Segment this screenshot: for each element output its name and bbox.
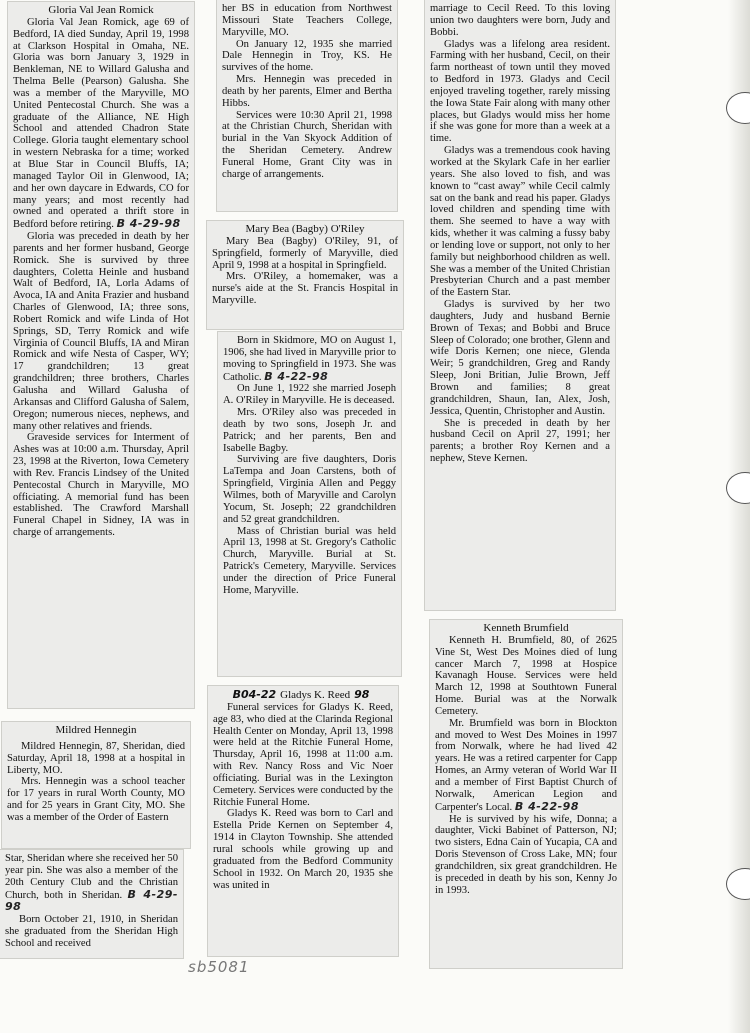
- obituary-title: Kenneth Brumfield: [483, 622, 569, 634]
- clipping-reed-continued: [425, 0, 615, 610]
- obituary-paragraph: Mr. Brumfield was born in Blockton and moved to West Des Moines in 1997 from Norwalk, where he had lived 42 years. He was a retired carpenter for Capp Homes, an Army veteran of World War II and a member of First Baptist Church of Norwalk, American Legion and Carpenter's Local. B 4-22-98: [435, 717, 617, 813]
- obituary-paragraph: Gloria was preceded in death by her parents and her former husband, George Romick. She is survived by three daughters, Coletta Heinle and husband Walt of Bedford, IA, Lorla Adams of Avoca, IA and Anita Frazier and husband Charles of Glenwood, IA; three sons, Robert Romick and wife Linda of Hot Springs, SD, Terry Romick and wife Virginia of Council Bluffs, IA and Miran Romick and wife Nesta of Casper, WY; 17 grandchildren; 13 great grandchildren; three brothers, Charles Galusha and Willard Galusha of Arkansas and Clifford Galusha of Salem, Oregon; numerous nieces, nephews, and many other relatives and friends.: [13, 231, 189, 432]
- obituary-paragraph: Gladys was a tremendous cook having worked at the Skylark Cafe in her earlier years. She also loved to fish, and was known to “cast away” while Cecil calmly sat on the bank and read his paper. Gladys loved children and spending time with them. She seemed to have a way with kids, whether it was calming a fussy baby or lending love or support, not only to her family but neighborhood children as well. She was a member of the United Christian Presbyterian Church and a past member of the Eastern Star.: [430, 145, 610, 299]
- obituary-paragraph: Surviving are five daughters, Doris LaTempa and Joan Carstens, both of Springfield, Virginia Allen and Peggy Wilmes, both of Maryville and Carolyn Yocum, St. Joseph; 22 grandchildren and 52 great grandchildren.: [223, 454, 396, 525]
- clipping-oriley: [207, 221, 403, 329]
- obituary-paragraph: Gladys K. Reed was born to Carl and Estella Pride Kernen on September 4, 1914 in Clayton Township. She attended rural schools while growing up and graduated from the Bedford Community School in 1932. On March 20, 1935 she was united in: [213, 808, 393, 891]
- clipping-brumfield: [430, 620, 622, 968]
- obituary-paragraph: Mrs. Hennegin was a school teacher for 17 years in rural Worth County, MO and for 25 years in Grant City, MO. She was a member of the Order of Eastern: [7, 776, 185, 823]
- clipping-oriley-continued: [218, 332, 401, 676]
- obituary-title: Mildred Hennegin: [55, 724, 137, 736]
- obituary-paragraph: He is survived by his wife, Donna; a daughter, Vicki Babinet of Patterson, NJ; two sisters, Edna Cain of Yucapia, CA and Doris Stevenson of Cross Lake, MN; four grandchildren, six great grandchildren. He is preceded in death by his son, Kenny Jo in 1993.: [435, 813, 617, 896]
- obituary-paragraph: Gloria Val Jean Romick, age 69 of Bedford, IA died Sunday, April 19, 1998 at Clarkson Hospital in Omaha, NE. Gloria was born January 3, 1929 in Benkleman, NE to Willard Galusha and Thelma Belle (Pearson) Galusha. She was a member of the Maryville, MO United Pentecostal Church. She was a graduate of the Alliance, NE High School and attended Chadron State College. Gloria taught elementary school in western Nebraska for a time; worked at Blue Star in Council Bluffs, IA; managed Taylor Oil in Glenwood, IA; and her own daycare in Edwards, CO for many years; and most recently had owned and operated a thrift store in Bedford before retiring. B 4-29-98: [13, 16, 189, 231]
- obituary-paragraph: Gladys was a lifelong area resident. Farming with her husband, Cecil, on their farm northeast of town until they moved to Bedford in 1973. Gladys and Cecil enjoyed traveling together, rarely missing the Iowa State Fair along with many other places, but Gladys would miss her home if she was gone for more than a week at a time.: [430, 38, 610, 145]
- obituary-paragraph: Mildred Hennegin, 87, Sheridan, died Saturday, April 18, 1998 at a hospital in Liberty, MO.: [7, 740, 185, 776]
- obituary-paragraph: Mass of Christian burial was held April 13, 1998 at St. Gregory's Catholic Church, Maryville. Burial at St. Patrick's Cemetery, Maryville. Services under the direction of Price Funeral Home, Maryville.: [223, 525, 396, 596]
- archive-stamp: sb5081: [188, 958, 250, 976]
- obituary-paragraph: Gladys is survived by her two daughters, Judy and husband Bernie Brown of Texas; and Bobbi and Bruce Sleep of Colorado; one brother, Glenn and wife Doris Kernen; one niece, Glenda Weir; 5 grandchildren, Greg and Randy Sleep, Joni Britian, Julie Brown, Jeff Brown and families; 8 great grandchildren, Shaun, Ian, Alex, Josh, Jessica, Quentin, Christopher and Austin.: [430, 299, 610, 417]
- handwritten-date-note: B 4-22-98: [264, 369, 329, 383]
- obituary-title: Gladys K. Reed: [280, 689, 351, 701]
- clipping-reed: [208, 686, 398, 956]
- obituary-title-line: [213, 689, 393, 702]
- obituary-paragraph: Star, Sheridan where she received her 50 year pin. She was also a member of the 20th Century Club and the Christian Church, both in Sheridan. B 4-29-98: [5, 853, 178, 914]
- obituary-paragraph: On January 12, 1935 she married Dale Hennegin in Troy, KS. He survives of the home.: [222, 38, 392, 74]
- obituary-paragraph: Services were 10:30 April 21, 1998 at the Christian Church, Sheridan with burial in the Van Skyock Addition of the Sheridan Cemetery. Andrew Funeral Home, Grant City was in charge of arrangements.: [222, 109, 392, 180]
- handwritten-date-note: B 4-29-98: [5, 887, 178, 914]
- clipping-romick: [8, 2, 194, 708]
- obituary-title: Gloria Val Jean Romick: [48, 4, 154, 16]
- obituary-paragraph: Graveside services for Interment of Ashes was at 10:00 a.m. Thursday, April 23, 1998 at the Riverton, Iowa Cemetery with Rev. Francis Lindsey of the United Pentecostal Church in Maryville, MO officiating. A memorial fund has been established. The Crawford Marshall Funeral Chapel in Sidney, IA was in charge of arrangements.: [13, 432, 189, 539]
- obituary-paragraph: Funeral services for Gladys K. Reed, age 83, who died at the Clarinda Regional Health Center on Monday, April 13, 1998 were held at the Ritchie Funeral Home, Thursday, April 16, 1998 at 11:00 a.m. with Rev. Nancy Ross and Vic Noer officiating. Burial was in the Lexington Cemetery. Services were conducted by the Ritchie Funeral Home.: [213, 701, 393, 808]
- obituary-paragraph: She is preceded in death by her husband Cecil on April 27, 1991; her parents; a brother Roy Kernen and a nephew, Steve Kernen.: [430, 417, 610, 465]
- obituary-paragraph: On June 1, 1922 she married Joseph A. O'Riley in Maryville. He is deceased.: [223, 383, 396, 407]
- obituary-paragraph: Mary Bea (Bagby) O'Riley, 91, of Springfield, formerly of Maryville, died April 9, 1998 at a hospital in Springfield.: [212, 235, 398, 271]
- obituary-paragraph: marriage to Cecil Reed. To this loving union two daughters were born, Judy and Bobbi.: [430, 3, 610, 38]
- clipping-hennegin: [2, 722, 190, 848]
- obituary-paragraph: Mrs. O'Riley also was preceded in death by two sons, Joseph Jr. and Patrick; and her parents, Ben and Isabelle Bagby.: [223, 407, 396, 454]
- clipping-hennegin-continued: [0, 850, 183, 958]
- handwritten-date-note: 98: [354, 688, 370, 701]
- obituary-paragraph: her BS in education from Northwest Missouri State Teachers College, Maryville, MO.: [222, 3, 392, 38]
- obituary-title: Mary Bea (Bagby) O'Riley: [245, 223, 365, 235]
- obituary-paragraph: Born in Skidmore, MO on August 1, 1906, she had lived in Maryville prior to moving to Springfield in 1973. She was Catholic. B 4-22-98: [223, 335, 396, 383]
- obituary-paragraph: Born October 21, 1910, in Sheridan she graduated from the Sheridan High School and received: [5, 914, 178, 949]
- clipping-hennegin-continued: [217, 0, 397, 211]
- handwritten-date-note: B 4-22-98: [514, 799, 579, 813]
- obituary-paragraph: Mrs. O'Riley, a homemaker, was a nurse's aide at the St. Francis Hospital in Maryville.: [212, 271, 398, 307]
- handwritten-date-note: B04-22: [232, 688, 277, 701]
- obituary-paragraph: Kenneth H. Brumfield, 80, of 2625 Vine St, West Des Moines died of lung cancer March 7, 1998 at Hospice Kavanagh House. Services were held March 12, 1998 at Southtown Funeral Home. Burial was at the Norwalk Cemetery.: [435, 634, 617, 717]
- obituary-paragraph: Mrs. Hennegin was preceded in death by her parents, Elmer and Bertha Hibbs.: [222, 74, 392, 109]
- handwritten-date-note: B 4-29-98: [116, 217, 181, 231]
